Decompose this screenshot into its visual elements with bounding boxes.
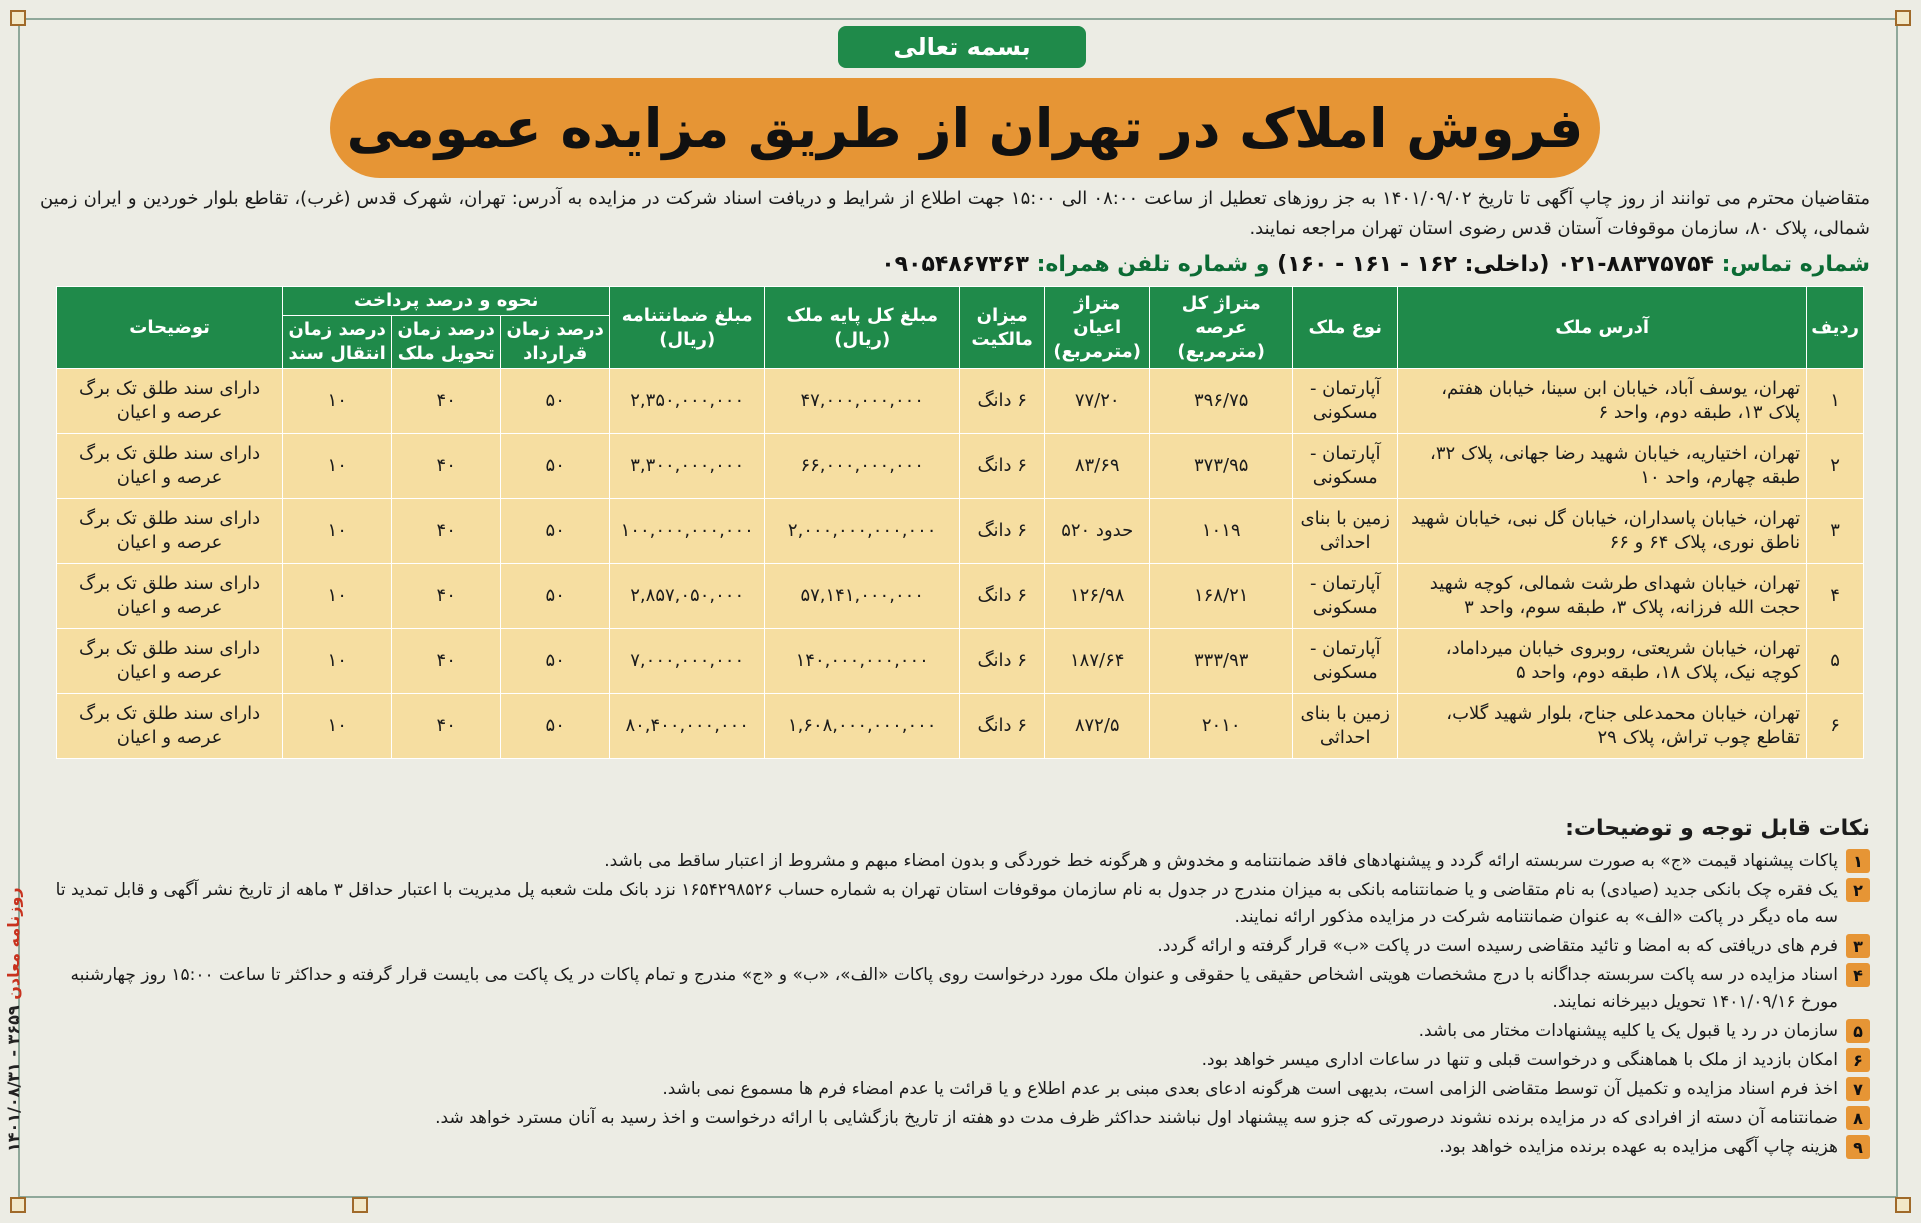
cell-type: آپارتمان - مسکونی [1293, 564, 1398, 629]
cell-transfer: ۱۰ [283, 564, 392, 629]
cell-base-price: ۱۴۰,۰۰۰,۰۰۰,۰۰۰ [765, 629, 960, 694]
cell-ownership: ۶ دانگ [960, 499, 1045, 564]
note-item [40, 1047, 1870, 1074]
cell-land: ۳۷۳/۹۵ [1150, 434, 1293, 499]
cell-address: تهران، خیابان محمدعلی جناح، بلوار شهید گلاب، تقاطع چوب تراش، پلاک ۲۹ [1398, 694, 1807, 759]
contact-mobile: ۰۹۰۵۴۸۶۷۳۶۳ [881, 252, 1029, 277]
table-row [57, 694, 1864, 759]
col-base-price: مبلغ کل پایه ملک (ریال) [765, 287, 960, 369]
cell-delivery: ۴۰ [392, 694, 501, 759]
note-number: ۶ [1846, 1048, 1870, 1072]
note-item [40, 848, 1870, 875]
cell-ownership: ۶ دانگ [960, 629, 1045, 694]
cell-notes: دارای سند طلق تک برگ عرصه و اعیان [57, 564, 283, 629]
cell-delivery: ۴۰ [392, 499, 501, 564]
note-text: پاکات پیشنهاد قیمت «ج» به صورت سربسته ارائه گردد و پیشنهادهای فاقد ضمانتنامه و مخدوش و هرگونه خط خوردگی و بدون امضاء مبهم و مشروط از اعتبار ساقط می باشد. [604, 851, 1838, 871]
cell-address: تهران، خیابان پاسداران، خیابان گل نبی، خیابان شهید ناطق نوری، پلاک ۶۴ و ۶۶ [1398, 499, 1807, 564]
cell-transfer: ۱۰ [283, 369, 392, 434]
col-type: نوع ملک [1293, 287, 1398, 369]
table-row [57, 629, 1864, 694]
cell-building: ۱۸۷/۶۴ [1045, 629, 1150, 694]
cell-address: تهران، اختیاریه، خیابان شهید رضا جهانی، پلاک ۳۲، طبقه چهارم، واحد ۱۰ [1398, 434, 1807, 499]
note-number: ۹ [1846, 1135, 1870, 1159]
col-transfer: درصد زمان انتقال سند [283, 316, 392, 369]
cell-delivery: ۴۰ [392, 564, 501, 629]
cell-land: ۳۹۶/۷۵ [1150, 369, 1293, 434]
properties-table [56, 286, 1864, 759]
cell-type: آپارتمان - مسکونی [1293, 629, 1398, 694]
note-text: ضمانتنامه آن دسته از افرادی که در مزایده برنده نشوند درصورتی که جزو سه پیشنهاد اول نباشند حداکثر ظرف مدت دو هفته از تاریخ بازگشایی با ارائه درخواست و اخذ رسید به آنان مسترد خواهد شد. [435, 1108, 1838, 1128]
cell-land: ۱۰۱۹ [1150, 499, 1293, 564]
col-address: آدرس ملک [1398, 287, 1807, 369]
cell-transfer: ۱۰ [283, 499, 392, 564]
note-item [40, 1105, 1870, 1132]
note-number: ۵ [1846, 1019, 1870, 1043]
table-row [57, 434, 1864, 499]
issue-date: ۳۶۵۹ - ۱۴۰۱/۰۸/۳۱ [4, 1005, 23, 1153]
col-row: ردیف [1807, 287, 1864, 369]
cell-ownership: ۶ دانگ [960, 434, 1045, 499]
cell-guarantee: ۸۰,۴۰۰,۰۰۰,۰۰۰ [610, 694, 765, 759]
col-delivery: درصد زمان تحویل ملک [392, 316, 501, 369]
cell-address: تهران، خیابان شهدای طرشت شمالی، کوچه شهید حجت الله فرزانه، پلاک ۳، طبقه سوم، واحد ۳ [1398, 564, 1807, 629]
cell-type: زمین با بنای احداثی [1293, 694, 1398, 759]
cell-notes: دارای سند طلق تک برگ عرصه و اعیان [57, 629, 283, 694]
cell-guarantee: ۱۰۰,۰۰۰,۰۰۰,۰۰۰ [610, 499, 765, 564]
col-payment-group: نحوه و درصد پرداخت [283, 287, 610, 316]
side-date [4, 850, 30, 1190]
cell-building: ۱۲۶/۹۸ [1045, 564, 1150, 629]
cell-notes: دارای سند طلق تک برگ عرصه و اعیان [57, 499, 283, 564]
note-text: فرم های دریافتی که به امضا و تائید متقاضی رسیده است در پاکت «ب» قرار گرفته و ارائه گردد. [1157, 936, 1838, 956]
cell-guarantee: ۳,۳۰۰,۰۰۰,۰۰۰ [610, 434, 765, 499]
cell-type: آپارتمان - مسکونی [1293, 369, 1398, 434]
col-notes: توضیحات [57, 287, 283, 369]
note-number: ۷ [1846, 1077, 1870, 1101]
cell-contract: ۵۰ [501, 499, 610, 564]
cell-land: ۱۶۸/۲۱ [1150, 564, 1293, 629]
cell-row: ۵ [1807, 629, 1864, 694]
mobile-label: و شماره تلفن همراه: [1036, 252, 1270, 277]
note-text: سازمان در رد یا قبول یک یا کلیه پیشنهادات مختار می باشد. [1418, 1021, 1838, 1041]
cell-ownership: ۶ دانگ [960, 369, 1045, 434]
notes-list [40, 848, 1870, 1163]
note-text: یک فقره چک بانکی جدید (صیادی) به نام متقاضی و یا ضمانتنامه بانکی به میزان مندرج در جدول به نام سازمان موقوفات استان تهران به شماره حساب ۱۶۵۴۲۹۸۵۲۶ نزد بانک ملت شعبه پل مدیریت با اعتبار حداقل ۳ ماهه از تاریخ نشر آگهی و قابل تمدید تا سه ماه دیگر در پاکت «الف» به عنوان ضمانتنامه شرکت در مزایده مذکور ارائه نمایند. [55, 880, 1838, 927]
cell-base-price: ۶۶,۰۰۰,۰۰۰,۰۰۰ [765, 434, 960, 499]
note-number: ۲ [1846, 878, 1870, 902]
contact-line [40, 252, 1870, 277]
cell-transfer: ۱۰ [283, 434, 392, 499]
cell-delivery: ۴۰ [392, 369, 501, 434]
note-text: اخذ فرم اسناد مزایده و تکمیل آن توسط متقاضی الزامی است، بدیهی است هرگونه ادعای بعدی مبنی بر عدم اطلاع و یا قرائت یا عدم امضاء فرم ها مسموع نمی باشد. [662, 1079, 1838, 1099]
cell-contract: ۵۰ [501, 629, 610, 694]
cell-base-price: ۵۷,۱۴۱,۰۰۰,۰۰۰ [765, 564, 960, 629]
note-text: هزینه چاپ آگهی مزایده به عهده برنده مزایده خواهد بود. [1439, 1137, 1838, 1157]
col-guarantee: مبلغ ضمانتنامه (ریال) [610, 287, 765, 369]
cell-contract: ۵۰ [501, 694, 610, 759]
cell-delivery: ۴۰ [392, 629, 501, 694]
col-land: متراژ کل عرصه (مترمربع) [1150, 287, 1293, 369]
note-item [40, 1018, 1870, 1045]
cell-notes: دارای سند طلق تک برگ عرصه و اعیان [57, 694, 283, 759]
note-item [40, 933, 1870, 960]
cell-row: ۲ [1807, 434, 1864, 499]
cell-building: ۸۳/۶۹ [1045, 434, 1150, 499]
corner-ornament [10, 10, 26, 26]
cell-contract: ۵۰ [501, 434, 610, 499]
cell-land: ۲۰۱۰ [1150, 694, 1293, 759]
cell-contract: ۵۰ [501, 369, 610, 434]
note-text: اسناد مزایده در سه پاکت سربسته جداگانه با درج مشخصات هویتی اشخاص حقیقی یا حقوقی و عنوان ملک مورد درخواست روی پاکات «الف»، «ب» و «ج» مندرج و تمام پاکات در یک پاکت می بایست قرار گرفته و حداکثر تا ساعت ۱۵:۰۰ روز چهارشنبه مورخ ۱۴۰۱/۰۹/۱۶ تحویل دبیرخانه نمایند. [70, 965, 1838, 1012]
cell-transfer: ۱۰ [283, 694, 392, 759]
col-ownership: میزان مالکیت [960, 287, 1045, 369]
cell-row: ۴ [1807, 564, 1864, 629]
cell-guarantee: ۲,۸۵۷,۰۵۰,۰۰۰ [610, 564, 765, 629]
notes-title: نکات قابل توجه و توضیحات: [1565, 816, 1870, 841]
besme-banner: بسمه تعالی [838, 26, 1086, 68]
note-number: ۸ [1846, 1106, 1870, 1130]
cell-base-price: ۲,۰۰۰,۰۰۰,۰۰۰,۰۰۰ [765, 499, 960, 564]
col-building: متراژ اعیان (مترمربع) [1045, 287, 1150, 369]
note-number: ۱ [1846, 849, 1870, 873]
cell-delivery: ۴۰ [392, 434, 501, 499]
table-row [57, 499, 1864, 564]
cell-contract: ۵۰ [501, 564, 610, 629]
corner-ornament [10, 1197, 26, 1213]
cell-type: زمین با بنای احداثی [1293, 499, 1398, 564]
cell-row: ۳ [1807, 499, 1864, 564]
intro-paragraph: متقاضیان محترم می توانند از روز چاپ آگهی تا تاریخ ۱۴۰۱/۰۹/۰۲ به جز روزهای تعطیل از ساعت ۰۸:۰۰ الی ۱۵:۰۰ جهت اطلاع از شرایط و دریافت اسناد شرکت در مزایده به آدرس: تهران، شهرک قدس (غرب)، تقاطع بلوار خوردین و ایران زمین شمالی، پلاک ۸۰، سازمان موقوفات آستان قدس رضوی استان تهران مراجعه نمایند. [40, 188, 1870, 239]
cell-guarantee: ۷,۰۰۰,۰۰۰,۰۰۰ [610, 629, 765, 694]
newspaper-brand: روزنامه معادن [4, 887, 23, 1001]
cell-ownership: ۶ دانگ [960, 694, 1045, 759]
cell-address: تهران، خیابان شریعتی، روبروی خیابان میرداماد، کوچه نیک، پلاک ۱۸، طبقه دوم، واحد ۵ [1398, 629, 1807, 694]
note-text: امکان بازدید از ملک با هماهنگی و درخواست قبلی و تنها در ساعات اداری میسر خواهد بود. [1201, 1050, 1838, 1070]
cell-type: آپارتمان - مسکونی [1293, 434, 1398, 499]
table-row [57, 564, 1864, 629]
cell-base-price: ۴۷,۰۰۰,۰۰۰,۰۰۰ [765, 369, 960, 434]
cell-ownership: ۶ دانگ [960, 564, 1045, 629]
cell-land: ۳۳۳/۹۳ [1150, 629, 1293, 694]
corner-ornament [1895, 10, 1911, 26]
cell-row: ۶ [1807, 694, 1864, 759]
cell-building: ۷۷/۲۰ [1045, 369, 1150, 434]
cell-building: حدود ۵۲۰ [1045, 499, 1150, 564]
table-row [57, 369, 1864, 434]
note-number: ۴ [1846, 963, 1870, 987]
cell-notes: دارای سند طلق تک برگ عرصه و اعیان [57, 369, 283, 434]
page-title: فروش املاک در تهران از طریق مزایده عمومی [330, 78, 1600, 178]
cell-notes: دارای سند طلق تک برگ عرصه و اعیان [57, 434, 283, 499]
corner-ornament [352, 1197, 368, 1213]
cell-transfer: ۱۰ [283, 629, 392, 694]
cell-guarantee: ۲,۳۵۰,۰۰۰,۰۰۰ [610, 369, 765, 434]
cell-base-price: ۱,۶۰۸,۰۰۰,۰۰۰,۰۰۰ [765, 694, 960, 759]
note-item [40, 1134, 1870, 1161]
corner-ornament [1895, 1197, 1911, 1213]
contact-label: شماره تماس: [1721, 252, 1870, 277]
note-item [40, 877, 1870, 931]
note-item [40, 962, 1870, 1016]
note-item [40, 1076, 1870, 1103]
col-contract: درصد زمان قرارداد [501, 316, 610, 369]
cell-address: تهران، یوسف آباد، خیابان ابن سینا، خیابان هفتم، پلاک ۱۳، طبقه دوم، واحد ۶ [1398, 369, 1807, 434]
cell-building: ۸۷۲/۵ [1045, 694, 1150, 759]
cell-row: ۱ [1807, 369, 1864, 434]
note-number: ۳ [1846, 934, 1870, 958]
contact-phone: ۸۸۳۷۵۷۵۴-۰۲۱ (داخلی: ۱۶۲ - ۱۶۱ - ۱۶۰) [1277, 252, 1714, 277]
